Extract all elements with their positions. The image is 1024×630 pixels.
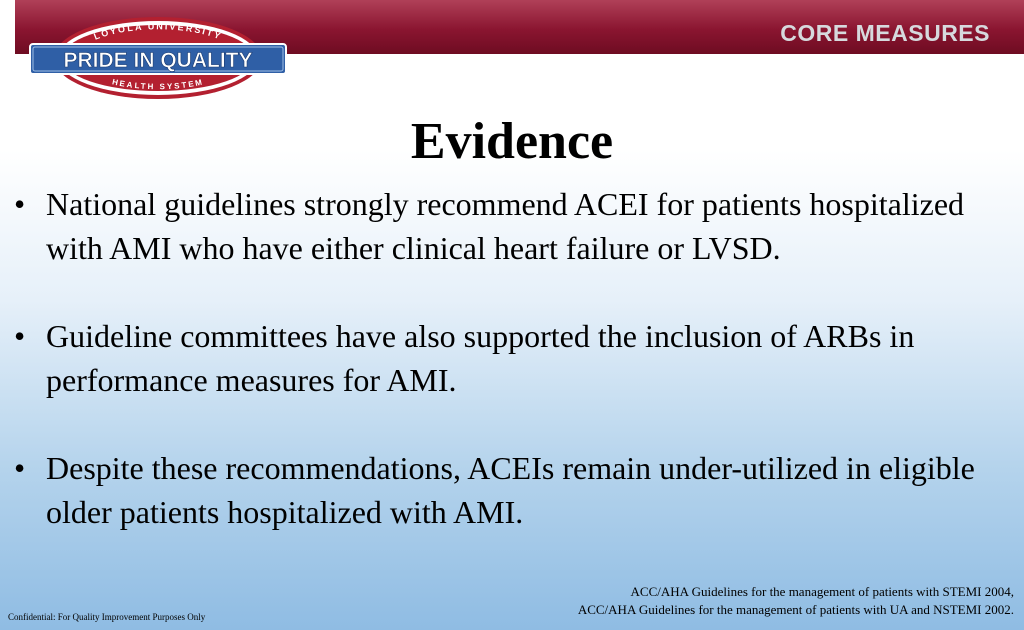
bullet-text: Despite these recommendations, ACEIs remain under-utilized in eligible older patients hospitalized with AMI. (46, 450, 975, 530)
bullet-list (10, 182, 1000, 578)
citation-line: ACC/AHA Guidelines for the management of patients with UA and NSTEMI 2002. (577, 602, 1014, 617)
logo-top-arc-text: LOYOLA UNIVERSITY (92, 21, 224, 42)
pride-in-quality-logo (28, 14, 288, 102)
bullet-marker: • (14, 450, 26, 486)
section-label: CORE MEASURES (780, 20, 990, 46)
bullet-marker: • (14, 186, 26, 222)
confidential-notice: Confidential: For Quality Improvement Purposes Only (8, 612, 206, 622)
bullet-text: National guidelines strongly recommend ACEI for patients hospitalized with AMI who have either clinical heart failure or LVSD. (46, 186, 965, 266)
citation-line: ACC/AHA Guidelines for the management of patients with STEMI 2004, (630, 584, 1014, 599)
bullet-item (10, 182, 1000, 270)
bullet-item (10, 314, 1000, 402)
bullet-item (10, 446, 1000, 534)
bullet-marker: • (14, 318, 26, 354)
logo-main-text: PRIDE IN QUALITY (63, 49, 253, 72)
citations (578, 583, 1014, 619)
slide-title: Evidence (410, 113, 614, 170)
bullet-text: Guideline committees have also supported the inclusion of ARBs in performance measures for AMI. (46, 318, 915, 398)
logo-bottom-arc-text: HEALTH SYSTEM (111, 77, 205, 92)
